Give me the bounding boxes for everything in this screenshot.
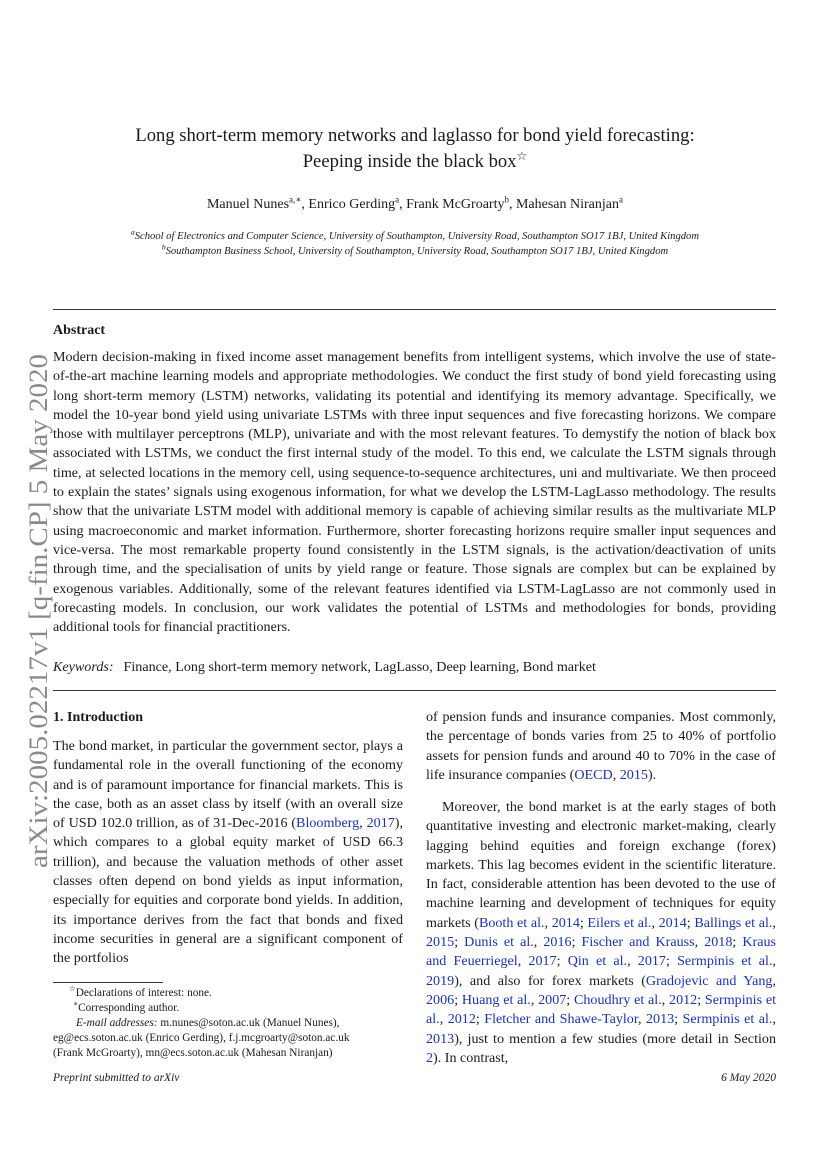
- affiliation-a: [60, 227, 770, 242]
- paragraph-text: ).: [647, 766, 657, 783]
- keywords: [53, 659, 776, 676]
- citation-link[interactable]: 2012: [669, 991, 698, 1008]
- paragraph-text: ,: [772, 953, 776, 970]
- paragraph-text: ;: [732, 934, 743, 951]
- paragraph-text: ,: [530, 991, 539, 1008]
- bottom-divider: [53, 690, 776, 691]
- keywords-text: Finance, Long short-term memory network, LagLasso, Deep learning, Bond market: [123, 659, 596, 675]
- paper-title: [60, 123, 770, 175]
- citation-link[interactable]: 2017: [528, 953, 557, 970]
- preprint-note: Preprint submitted to arXiv: [53, 1072, 180, 1084]
- intro-paragraph-2: [426, 798, 776, 1068]
- paragraph-text: ), which compares to a global equity market of USD 66.3 trillion), and because the valuation methods of other asset classes often depend on bond yields as input information, especially for equities and corporate bond yields. In addition, its importance derives from the fact that bonds and fixed income securities in general are a significant component of the portfolios: [53, 815, 403, 967]
- author-name: Manuel Nunes: [206, 197, 290, 212]
- citation-link[interactable]: 2015: [619, 766, 648, 783]
- paragraph-text: ,: [612, 766, 620, 783]
- top-divider: [53, 309, 776, 310]
- title-line-1: Long short-term memory networks and laglasso for bond yield forecasting:: [135, 125, 695, 146]
- email-label: E-mail addresses:: [76, 1017, 158, 1029]
- citation-link[interactable]: OECD: [574, 766, 613, 783]
- citation-link[interactable]: Sermpinis et al.: [677, 953, 773, 970]
- citation-link[interactable]: Dunis et al.: [464, 934, 534, 951]
- paragraph-text: ,: [359, 815, 367, 832]
- paragraph-text: ;: [566, 991, 574, 1008]
- citation-link[interactable]: 2013: [426, 1030, 455, 1047]
- paragraph-text: ;: [674, 1011, 683, 1028]
- intro-paragraph-1-left: [53, 737, 403, 969]
- title-footnote-star: ☆: [516, 148, 528, 163]
- arxiv-identifier: arXiv:2005.02217v1 [q-fin.CP] 5 May 2020: [23, 398, 53, 868]
- email-line-1: m.nunes@soton.ac.uk (Manuel Nunes),: [160, 1017, 340, 1029]
- footnote-emails-line-3: (Frank McGroarty), mn@ecs.soton.ac.uk (Mahesan Niranjan): [53, 1047, 333, 1059]
- footnote-interest-text: Declarations of interest: none.: [75, 987, 212, 999]
- author-affiliation-mark: b: [504, 194, 509, 205]
- paragraph-text: ,: [772, 914, 776, 931]
- citation-link[interactable]: Sermpinis et al.: [682, 1011, 773, 1028]
- paragraph-text: ,: [637, 1011, 646, 1028]
- paragraph-text: ,: [627, 953, 638, 970]
- paragraph-text: ;: [556, 953, 568, 970]
- citation-link[interactable]: 2017: [637, 953, 666, 970]
- citation-link[interactable]: Fletcher and Shawe-Taylor: [484, 1011, 638, 1028]
- footnote-interest: [53, 986, 409, 1002]
- paragraph-text: ,: [661, 991, 670, 1008]
- paragraph-text: ;: [454, 934, 465, 951]
- affiliation-a-mark: a: [131, 227, 135, 237]
- paragraph-text: ,: [772, 1011, 776, 1028]
- citation-link[interactable]: Eilers et al.: [587, 914, 652, 931]
- citation-link[interactable]: 2015: [426, 934, 455, 951]
- paragraph-text: Moreover, the bond market is at the early stages of both quantitative investing and electronic market-making, clearly lagging behind equities and foreign exchange (forex) markets. This lag becomes evident in the scientific literature. In fact, considerable attention has been devoted to the use of machine learning and development of techniques for equity markets (: [426, 799, 776, 931]
- title-line-2: [60, 149, 770, 175]
- paragraph-text: The bond market, in particular the government sector, plays a fundamental role in the overall functioning of the economy and is of paramount importance for financial markets. This is the case, both as an asset class by itself (with an overall size of USD 102.0 trillion, as of 31-Dec-2016 (: [53, 738, 403, 832]
- author-separator: ,: [399, 197, 407, 212]
- citation-link[interactable]: 2019: [426, 972, 455, 989]
- author-affiliation-mark: a: [619, 194, 624, 205]
- citation-link[interactable]: Fischer and Krauss: [581, 934, 695, 951]
- footnote-corresponding-text: Corresponding author.: [78, 1002, 180, 1014]
- author-name: Enrico Gerding: [308, 197, 396, 212]
- author-list: [60, 194, 770, 213]
- citation-link[interactable]: 2018: [704, 934, 733, 951]
- paragraph-text: ), just to mention a few studies (more detail in Section: [454, 1030, 776, 1047]
- paragraph-text: ,: [517, 953, 529, 970]
- citation-link[interactable]: Sermpinis et al.: [426, 991, 776, 1028]
- citation-link[interactable]: Qin et al.: [567, 953, 628, 970]
- paragraph-text: ;: [697, 991, 705, 1008]
- footnote-emails: [53, 1016, 416, 1032]
- paragraph-text: ,: [544, 914, 552, 931]
- author-separator: ,: [508, 197, 516, 212]
- footnote-emails-line-2: eg@ecs.soton.ac.uk (Enrico Gerding), f.j.mcgroarty@soton.ac.uk: [53, 1032, 350, 1044]
- footnote-corr-mark: ∗: [73, 999, 79, 1009]
- abstract-heading: Abstract: [53, 323, 106, 338]
- footnote-corresponding: [53, 1001, 413, 1017]
- citation-link[interactable]: 2014: [658, 914, 687, 931]
- paragraph-text: ,: [439, 1011, 448, 1028]
- paragraph-text: ;: [686, 914, 695, 931]
- intro-paragraph-1-right: [426, 708, 776, 785]
- paragraph-text: ,: [651, 914, 659, 931]
- affiliation-b: [60, 242, 770, 257]
- paragraph-text: ,: [533, 934, 544, 951]
- citation-link[interactable]: 2006: [426, 991, 455, 1008]
- citation-link[interactable]: 2013: [645, 1011, 675, 1028]
- citation-link[interactable]: 2007: [538, 991, 567, 1008]
- paragraph-text: ;: [571, 934, 582, 951]
- citation-link[interactable]: Ballings et al.: [694, 914, 773, 931]
- preprint-date: 6 May 2020: [721, 1072, 776, 1084]
- citation-link[interactable]: 2014: [551, 914, 580, 931]
- paragraph-text: ;: [454, 991, 462, 1008]
- paragraph-text: ). In contrast,: [433, 1049, 509, 1066]
- affiliation-b-text: Southampton Business School, University of Southampton, University Road, Southampton SO17 1BJ, United Kingdom: [165, 246, 669, 257]
- citation-link[interactable]: Bloomberg: [296, 815, 360, 832]
- author-name: Frank McGroarty: [406, 197, 505, 212]
- footnote-rule: [53, 982, 163, 983]
- paragraph-text: ;: [475, 1011, 485, 1028]
- citation-link[interactable]: Kraus and Feuerriegel: [426, 934, 777, 970]
- footnote-star-mark: ☆: [69, 984, 76, 994]
- citation-link[interactable]: 2017: [366, 815, 395, 832]
- affiliation-a-text: School of Electronics and Computer Science, University of Southampton, University Road, Southampton SO17 1BJ, United Kingdom: [134, 231, 699, 242]
- title-line-2-text: Peeping inside the black box: [302, 151, 517, 172]
- paragraph-text: ;: [579, 914, 588, 931]
- author-separator: ,: [301, 197, 309, 212]
- paragraph-text: of pension funds and insurance companies. Most commonly, the percentage of bonds varies from 25 to 40% of portfolio assets for pension funds and around 40 to 70% in the case of life insurance companies (: [426, 709, 776, 783]
- citation-link[interactable]: Booth et al.: [478, 914, 545, 931]
- paragraph-text: ), and also for forex markets (: [454, 972, 646, 989]
- paragraph-text: ,: [772, 972, 776, 989]
- affiliation-b-mark: b: [161, 242, 166, 252]
- author-affiliation-mark: a: [395, 194, 400, 205]
- citation-link[interactable]: Huang et al.: [461, 991, 531, 1008]
- keywords-label: Keywords:: [53, 659, 114, 675]
- citation-link[interactable]: 2: [426, 1049, 434, 1066]
- author-affiliation-mark: a,∗: [289, 194, 302, 205]
- citation-link[interactable]: 2016: [543, 934, 572, 951]
- abstract-text: Modern decision-making in fixed income asset management benefits from intelligent systems, which involve the use of state-of-the-art machine learning models and appropriate methodologies. We conduct the first study of bond yield forecasting using long short-term memory (LSTM) networks, validating its potential and identifying its memory advantage. Specifically, we model the 10-year bond yield using univariate LSTMs with three input sequences and five forecasting horizons. We compare those with multilayer perceptrons (MLP), univariate and with the most relevant features. To demystify the notion of black box associated with LSTMs, we conduct the first internal study of the model. To this end, we calculate the LSTM signals through time, at selected locations in the memory cell, using sequence-to-sequence architectures, uni and multivariate. We then proceed to explain the states’ signals using exogenous information, for what we develop the LSTM-LagLasso methodology. The results show that the univariate LSTM model with additional memory is capable of achieving similar results as the multivariate MLP using macroeconomic and market information. Furthermore, shorter forecasting horizons require smaller input sequences and vice-versa. The most remarkable property found consistently in the LSTM signals, is the activation/deactivation of units through time, and the specialisation of units by yield range or feature. Those signals are complex but can be explained by exogenous variables. Additionally, some of the relevant features identified via LSTM-LagLasso are not commonly used in forecasting models. In conclusion, our work validates the potential of LSTMs and methodologies for bonds, providing additional tools for financial practitioners.: [53, 349, 776, 636]
- citation-link[interactable]: Gradojevic and Yang: [645, 972, 773, 989]
- citation-link[interactable]: Choudhry et al.: [573, 991, 662, 1008]
- citation-link[interactable]: 2012: [447, 1011, 476, 1028]
- paragraph-text: ;: [665, 953, 678, 970]
- author-name: Mahesan Niranjan: [515, 197, 620, 212]
- paragraph-text: ,: [694, 934, 705, 951]
- section-heading-introduction: 1. Introduction: [53, 710, 143, 725]
